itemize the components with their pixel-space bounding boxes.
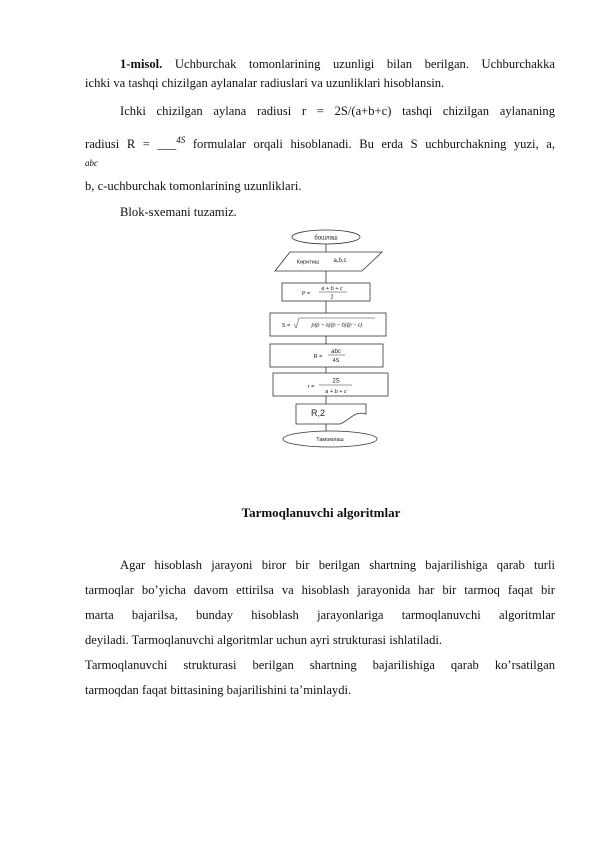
flow-p-den: 2	[330, 294, 334, 301]
flow-R-den: 4S	[332, 358, 340, 364]
para1-line-2: tarmoqlar bo’yicha davom ettirilsa va hisoblash jarayonida har bir tarmoq faqat bir	[85, 583, 555, 597]
example-text-1: Uchburchak tomonlarining uzunligi bilan berilgan. Uchburchakka	[162, 57, 555, 71]
example-line-5: b, c-uchburchak tomonlarining uzunliklari.	[85, 179, 302, 193]
flow-r-den: a + b + c	[325, 389, 347, 395]
flow-r-lhs: r =	[307, 384, 315, 390]
example-line-2: ichki va tashqi chizilgan aylanalar radiuslari va uzunliklari hisoblansin.	[85, 76, 445, 90]
section-title: Tarmoqlanuvchi algoritmlar	[241, 505, 401, 520]
formula-r-numerator: 4S	[176, 135, 186, 145]
flow-s-lhs: S =	[281, 323, 291, 329]
para2-line-1: Tarmoqlanuvchi strukturasi berilgan shartning bajarilishiga qarab ko’rsatilgan	[85, 658, 555, 672]
flow-input-label: Киритиш	[296, 259, 320, 266]
formula-r-denominator: abc	[85, 158, 98, 168]
flow-p-num: a + b + c	[321, 286, 343, 292]
example-line-3: Ichki chizilgan aylana radiusi r = 2S/(a+b+c) tashqi chizilgan aylananing	[120, 104, 555, 118]
flow-p-lhs: P =	[301, 291, 311, 297]
example-text-4b: formulalar orqali hisoblanadi. Bu erda S uchburchakning yuzi, a,	[185, 137, 555, 152]
flow-input-vars: a,b,c	[333, 258, 347, 264]
flow-R-block	[270, 344, 383, 367]
example-line-6: Blok-sxemani tuzamiz.	[120, 205, 237, 219]
example-label: 1-misol.	[120, 57, 163, 71]
para1-line-4: deyiladi. Tarmoqlanuvchi algoritmlar uchun ayri strukturasi ishlatiladi.	[85, 633, 443, 647]
para2-line-2: tarmoqdan faqat bittasining bajarilishini ta’minlaydi.	[85, 683, 352, 697]
flow-R-num: abc	[331, 349, 341, 355]
flow-start-text: бошлаш	[314, 235, 338, 242]
flow-end-text: Тамомлаш	[316, 437, 344, 443]
flow-output-text: R,2	[310, 408, 326, 418]
flow-r-num: 2S	[332, 378, 340, 385]
flow-output-block	[296, 404, 366, 424]
flow-R-lhs: R =	[313, 354, 323, 360]
para1-line-3: marta bajarilsa, bunday hisoblash jarayonlariga tarmoqlanuvchi algoritmlar	[85, 608, 555, 622]
flow-input-block	[275, 252, 382, 271]
formula-r-prefix: radiusi R = ___	[85, 137, 177, 152]
flow-s-expr: p(p − a)(p − b)(p − c)	[311, 322, 363, 329]
para1-line-1: Agar hisoblash jarayoni biror bir berilgan shartning bajarilishiga qarab turli	[120, 558, 555, 572]
